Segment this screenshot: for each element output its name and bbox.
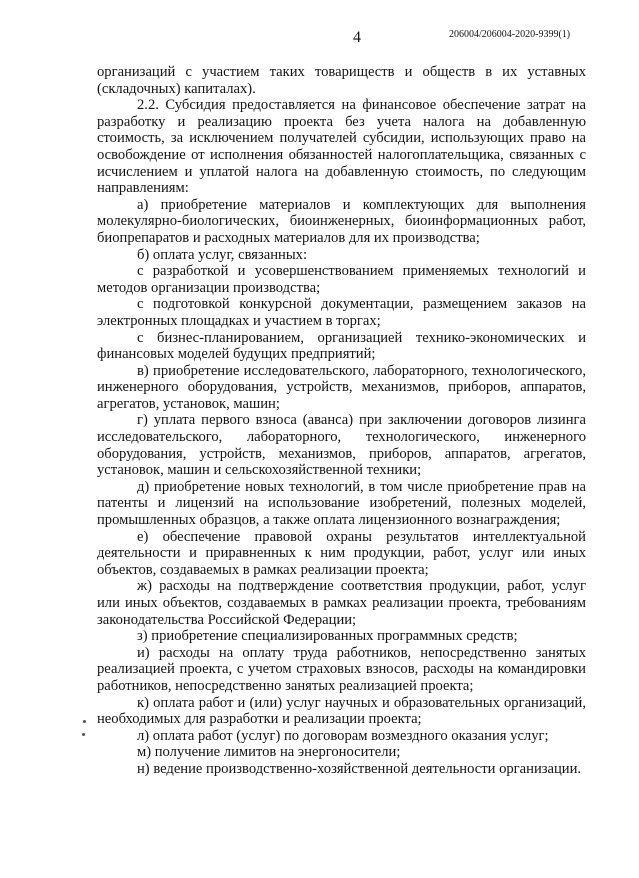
paragraph-continuation: организаций с участием таких товариществ и обществ в их уставных (складочных) капиталах). xyxy=(97,64,586,97)
document-id: 206004/206004-2020-9399(1) xyxy=(449,29,571,40)
list-item-e: е) обеспечение правовой охраны результатов интеллектуальной деятельности и приравненных к ним продукции, работ, услуг или иных объектов, создаваемых в рамках реализации проекта; xyxy=(97,528,586,578)
page-number: 4 xyxy=(353,29,361,46)
scan-speck xyxy=(82,733,85,736)
list-item-n: н) ведение производственно-хозяйственной деятельности организации. xyxy=(137,760,582,777)
list-item-a: а) приобретение материалов и комплектующих для выполнения молекулярно-биологических, биоинженерных, биоинформационных работ, биопрепаратов и расходных материалов для их производства; xyxy=(97,196,586,246)
list-subitem-business-planning: с бизнес-планированием, организацией технико-экономических и финансовых моделей будущих предприятий; xyxy=(97,329,586,363)
list-item-v: в) приобретение исследовательского, лабораторного, технологического, инженерного оборудования, устройств, механизмов, приборов, аппаратов, агрегатов, установок, машин; xyxy=(97,362,586,412)
list-subitem-technologies: с разработкой и усовершенствованием применяемых технологий и методов организации производства; xyxy=(97,263,586,296)
list-item-k: к) оплата работ и (или) услуг научных и образовательных организаций, необходимых для разработки и реализации проекта; xyxy=(97,694,586,728)
list-item-m: м) получение лимитов на энергоносители; xyxy=(137,744,401,761)
list-item-z: з) приобретение специализированных программных средств; xyxy=(137,628,518,645)
list-subitem-tender: с подготовкой конкурсной документации, размещением заказов на электронных площадках и участием в торгах; xyxy=(97,296,586,329)
list-item-d: д) приобретение новых технологий, в том числе приобретение прав на патенты и лицензий на использование изобретений, полезных моделей, промышленных образцов, а также оплата лицензионного вознаграждения; xyxy=(97,478,586,529)
scan-speck xyxy=(83,720,86,723)
list-item-g: г) уплата первого взноса (аванса) при заключении договоров лизинга исследовательского, лабораторного, технологического, инженерного оборудования, устройств, механизмов, приборов, аппаратов, агрегатов, установок, машин и сельскохозяйственной техники; xyxy=(97,412,586,479)
list-item-l: л) оплата работ (услуг) по договорам возмездного оказания услуг; xyxy=(137,727,549,744)
list-item-zh: ж) расходы на подтверждение соответствия продукции, работ, услуг или иных объектов, создаваемых в рамках реализации проекта, требованиям законодательства Российской Федерации; xyxy=(97,578,586,628)
paragraph-2-2: 2.2. Субсидия предоставляется на финансовое обеспечение затрат на разработку и реализацию проекта без учета налога на добавленную стоимость, за исключением получателей субсидии, использующих право на освобождение от исполнения обязанностей налогоплательщика, связанных с исчислением и уплатой налога на добавленную стоимость, по следующим направлениям: xyxy=(97,97,586,197)
list-item-i: и) расходы на оплату труда работников, непосредственно занятых реализацией проекта, с учетом страховых взносов, расходы на командировки работников, непосредственно занятых реализацией проекта; xyxy=(97,644,586,694)
list-item-b: б) оплата услуг, связанных: xyxy=(137,246,308,263)
document-body xyxy=(97,64,586,778)
